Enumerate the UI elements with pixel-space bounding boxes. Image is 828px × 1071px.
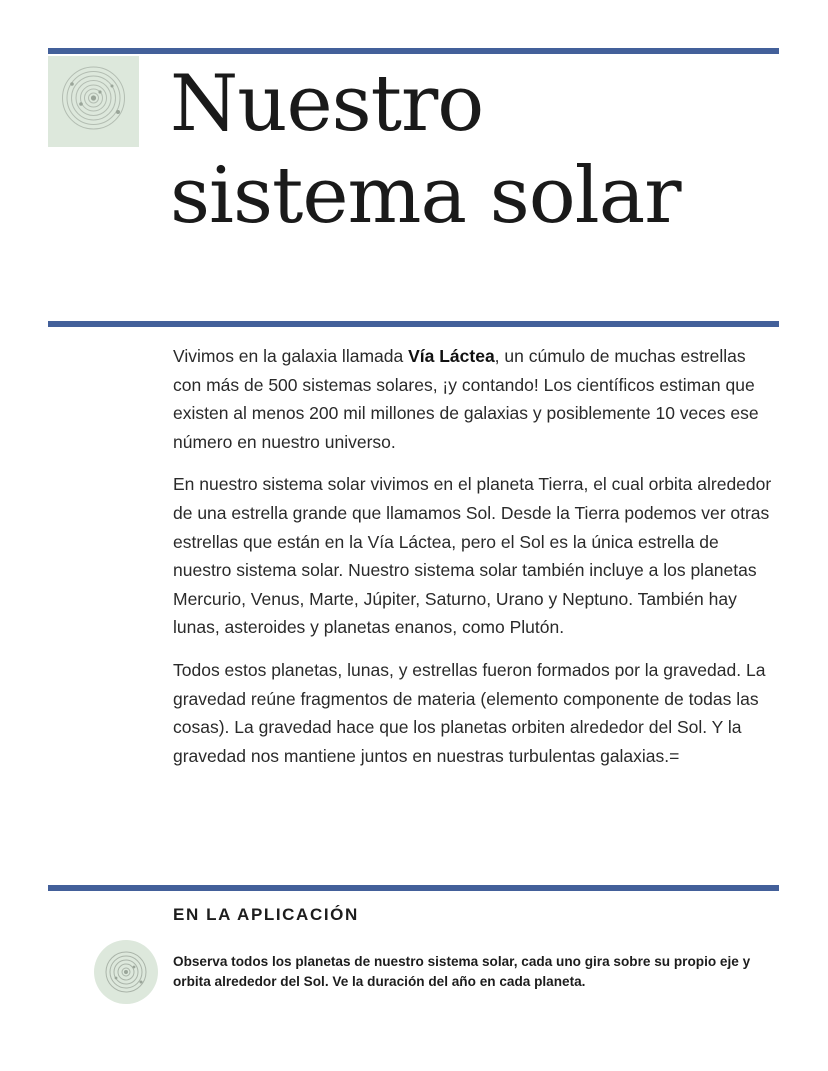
bottom-divider	[48, 885, 779, 891]
app-section-heading: EN LA APLICACIÓN	[173, 905, 359, 924]
solar-system-orbits-icon	[94, 940, 158, 1004]
paragraph-milky-way	[173, 342, 773, 456]
article-body	[173, 342, 773, 784]
paragraph-milky-way-start: Vivimos en la galaxia llamada	[173, 346, 409, 366]
page-title-line-2: sistema solar	[170, 151, 681, 241]
paragraph-milky-way-end: , un cúmulo de muchas estrellas con más de 500 sistemas solares, ¡y contando! Los científicos estiman que existen al menos 200 mil millones de galaxias y posiblemente 10 veces ese número en nuestro universo.	[173, 346, 759, 452]
paragraph-solar-system: En nuestro sistema solar vivimos en el planeta Tierra, el cual orbita alrededor de una estrella grande que llamamos Sol. Desde la Tierra podemos ver otras estrellas que están en la Vía Láctea, pero el Sol es la única estrella de nuestro sistema solar. Nuestro sistema solar también incluye a los planetas Mercurio, Venus, Marte, Júpiter, Saturno, Urano y Neptuno. También hay lunas, asteroides y planetas enanos, como Plutón.	[173, 474, 772, 638]
solar-system-orbits-icon	[48, 56, 139, 147]
page-title	[170, 58, 790, 242]
top-divider	[48, 48, 779, 54]
middle-divider	[48, 321, 779, 327]
page-title-line-1: Nuestro	[170, 59, 484, 149]
app-section-description: Observa todos los planetas de nuestro sistema solar, cada uno gira sobre su propio eje y orbita alrededor del Sol. Ve la duración del año en cada planeta.	[173, 954, 751, 989]
paragraph-gravity: Todos estos planetas, lunas, y estrellas fueron formados por la gravedad. La gravedad reúne fragmentos de materia (elemento componente de todas las cosas). La gravedad hace que los planetas orbiten alrededor del Sol. Y la gravedad nos mantiene juntos en nuestras turbulentas galaxias.=	[173, 659, 766, 766]
milky-way-term: Vía Láctea	[408, 346, 495, 366]
